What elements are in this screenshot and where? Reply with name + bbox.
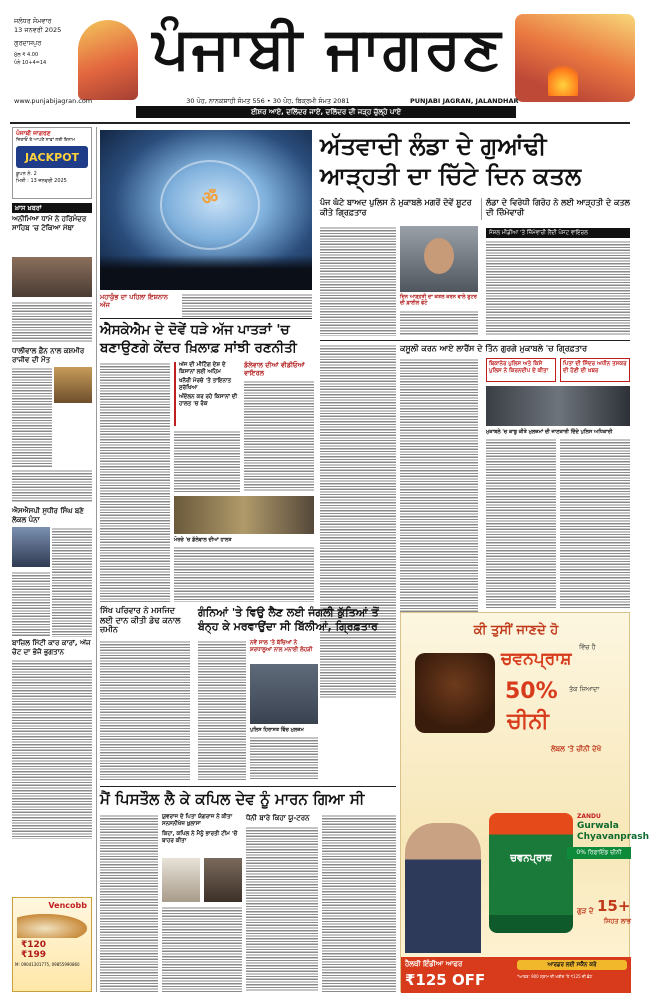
- om-icon: ॐ: [201, 188, 219, 209]
- lead-subhead-left: ਪੰਜ ਘੰਟੇ ਬਾਅਦ ਪੁਲਿਸ ਨੇ ਮੁਕਾਬਲੇ ਮਗਰੋਂ ਦੋਵੇਂ ਸ਼ੂਟਰ ਕੀਤੇ ਗ੍ਰਿਫ਼ਤਾਰ: [320, 198, 472, 217]
- ad-order-button-label: ਆਰਡਰ ਲਈ ਸਕੈਨ ਕਰੋ: [547, 962, 597, 968]
- ad-benefits-text: ਸਿਹਤ ਲਾਭ: [603, 917, 631, 925]
- story3-sidebar-head: ਸਿੱਖ ਪਰਿਵਾਰ ਨੇ ਮਸਜਿਦ ਲਈ ਦਾਨ ਕੀਤੀ ਡੇਢ ਕਨਾਲ ਜ਼ਮੀਨ: [100, 606, 181, 634]
- ad-offer-label: ਹੈਲਥੀ ਇੰਡੀਆ ਆਫਰ: [405, 960, 463, 968]
- price: ਮੁੱਲ ₹ 4.00: [14, 52, 39, 58]
- box-a: [486, 358, 556, 382]
- kapil-photo: [204, 858, 242, 902]
- story2-bullet-2: ਖਨੌਰੀ ਮੋਰਚੇ 'ਤੇ ਤਾਇਨਾਤ ਸੁਰੱਖਿਆ: [179, 378, 232, 391]
- jackpot-box[interactable]: [12, 127, 92, 199]
- left-column: [12, 127, 92, 992]
- story4-body-col2: [162, 906, 242, 992]
- vencobb-phone: M: 09041301775, 09855990860: [15, 962, 80, 967]
- suspect-portrait: [400, 226, 478, 292]
- lead-headline-line2: ਆੜ੍ਹਤੀ ਦਾ ਚਿੱਟੇ ਦਿਨ ਕਤਲ: [320, 162, 582, 190]
- jackpot-badge: [16, 146, 88, 168]
- lead-body-col6: [486, 438, 556, 608]
- edition-city: ਗੁਰਦਾਸਪੁਰ: [14, 39, 42, 47]
- lead-body-col7: [560, 438, 630, 608]
- story4-bullets: [162, 814, 242, 854]
- masthead-title: ਪੰਜਾਬੀ ਜਾਗਰਣ: [152, 14, 503, 82]
- lead-subhead-divider: [481, 198, 482, 220]
- story4-bullet-2: ਕਿਹਾ, ਕਪਿਲ ਨੇ ਮੈਨੂੰ ਭਾਰਤੀ ਟੀਮ 'ਚੋਂ ਬਾਹਰ ਕੀਤਾ: [162, 831, 238, 844]
- story2-bullet-1: ਅੱਜ ਦੀ ਮੀਟਿੰਗ ਦੇਸ਼ ਦੇ ਕਿਸਾਨਾਂ ਲਈ ਅਹਿਮ: [179, 362, 226, 375]
- story2-headline-1: ਐਸਕੇਐਮ ਦੇ ਦੋਵੇਂ ਧੜੇ ਅੱਜ ਪਾਤੜਾਂ 'ਚ: [100, 322, 290, 338]
- brief3-title: ਐਸਐਸਪੀ ਸੁਧੀਰ ਸਿੰਘ ਬਣੇ ਲੋਕਲ ਪੰਨਾ: [12, 507, 84, 524]
- ad-jar-label: ਚਵਨਪ੍ਰਾਸ਼: [510, 853, 552, 864]
- arrest-photo-caption: ਮੁਕਾਬਲੇ 'ਚ ਕਾਬੂ ਕੀਤੇ ਮੁਲਜ਼ਮਾਂ ਦੀ ਜਾਣਕਾਰੀ ਦਿੰਦੇ ਪੁਲਿਸ ਅਧਿਕਾਰੀ: [486, 429, 613, 435]
- lead-tag-right-text: ਸੋਸ਼ਲ ਮੀਡੀਆ 'ਤੇ ਜ਼ਿੰਮੇਵਾਰੀ ਲੈਂਦੀ ਪੋਸਟ ਵਾਇਰਲ: [489, 230, 588, 236]
- story3-inset: ਨਵੇਂ ਸਾਲ 'ਤੇ ਬੱਚਿਆਂ ਨੇ ਸ਼ਰਧਾਲੂਆਂ ਨਾਲ ਮਨਾਈ ਲੋਹੜੀ: [250, 640, 313, 653]
- story3-sidebar-body: [100, 640, 190, 780]
- story3-headline-2: ਬੰਨ੍ਹ ਕੇ ਮਰਵਾਉਂਦਾ ਸੀ ਬਿੱਲੀਆਂ, ਗ੍ਰਿਫ਼ਤਾਰ: [198, 620, 378, 633]
- brief1-title: ਅਨੀਮਿਆ ਧਾਮੇ ਨੇ ਹਰਿਮੰਦਰ ਸਾਹਿਬ 'ਚ ਟੇਕਿਆ ਮੱਥਾ: [12, 215, 87, 232]
- ad-jaggery: ਗੁੜ ਦੇ: [577, 907, 594, 915]
- chicken-icon: [17, 914, 87, 938]
- lead-photo-caption: ਮਹਾਕੁੰਭ ਦਾ ਪਹਿਲਾ ਇਸ਼ਨਾਨ ਅੱਜ: [100, 293, 168, 309]
- story3-photo-caption: ਪੁਲਿਸ ਹਿਰਾਸਤ ਵਿੱਚ ਮੁਲਜ਼ਮ: [250, 727, 304, 733]
- date-line: 30 ਪੋਹ, ਨਾਨਕਸ਼ਾਹੀ ਸੰਮਤ 556 • 30 ਪੋਹ, ਬਿਕ੍ਰਮੀ ਸੰਮਤ 2081: [186, 97, 350, 105]
- motto-bar: [136, 106, 516, 118]
- ad-percent: 50%: [505, 679, 558, 704]
- ad-jar-left: [415, 653, 495, 733]
- story4-col-head: ਧੋਨੀ ਬਾਰੇ ਕਿਹਾ ਯੂ-ਟਰਨ: [246, 814, 310, 822]
- jackpot-subtitle: ਜਿਤਾਓਂ ਤੇ ਆਪਣੇ ਨਾਵਾਂ ਲਈ ਇਨਾਮ: [16, 138, 75, 143]
- brief4-body: [12, 659, 92, 839]
- brief3-body-cont: [12, 571, 50, 637]
- lead-rule: [320, 340, 630, 341]
- brief4-title: ਬਾਜ਼ਿਲ ਮਿੱਟੀ ਕਾਰ ਕਾਰਾਂ, ਅੱਜ ਚੋਟ ਦਾ ਭੇਜੋ ਭੁਗਤਾਨ: [12, 639, 91, 656]
- ad-order-button[interactable]: [517, 960, 627, 970]
- lead-body-col3: [486, 240, 630, 336]
- ad-jar-right: [489, 813, 573, 933]
- ad-sugar: ਚੀਨੀ: [507, 709, 549, 734]
- section-label: [12, 203, 92, 213]
- ad-zero-sugar: [567, 847, 631, 859]
- story2-bullets: [174, 362, 240, 426]
- story4-body-col4: [322, 814, 396, 992]
- vencobb-logo: Vencobb: [48, 901, 87, 910]
- story2-body-col3: [174, 546, 314, 602]
- price-two: ₹199: [21, 950, 47, 960]
- brief3-photo: [12, 527, 50, 567]
- lead-body-col4: [320, 344, 396, 698]
- coupon-date: ਮਿਤੀ : 13 ਜਨਵਰੀ 2025: [16, 178, 67, 184]
- lead-tag-right: [486, 228, 630, 238]
- story2-body-col2: [174, 430, 240, 492]
- lead-headline-line1: ਅੱਤਵਾਦੀ ਲੰਡਾ ਦੇ ਗੁਆਂਢੀ: [320, 132, 547, 160]
- story4-body-col1: [100, 814, 158, 992]
- bonfire-icon: [548, 60, 578, 96]
- lead-subhead2: ਕਸੂਲੀ ਕਰਨ ਆਏ ਲਾਰੈਂਸ ਦੇ ਤਿੰਨ ਗੁਰਗੇ ਮੁਕਾਬਲੇ 'ਚ ਗ੍ਰਿਫ਼ਤਾਰ: [400, 344, 588, 353]
- yograj-photo: [162, 858, 200, 902]
- story4-body-col3: [246, 826, 318, 992]
- box-a-text: ਬਿਕਾਨੇਰ ਪੁਲਿਸ ਅਤੇ ਕਿਸੇ ਪੁਲਿਸ ਨੇ ਕਿਰਨਦੀਪ ਦੇ ਕੀਤਾ: [489, 361, 549, 374]
- portrait-face-icon: [424, 238, 454, 274]
- ad-fine-print: *ਆਫਰ: 900 ਗ੍ਰਾਮ ਦੀ ਖਰੀਦ 'ਤੇ ₹125 ਦੀ ਛੋਟ: [517, 974, 593, 979]
- ad-model-photo: [405, 823, 481, 953]
- story3-photo: [250, 664, 318, 724]
- brief3-body: [52, 527, 92, 637]
- brief1-body: [12, 301, 92, 343]
- story4-bullet-1: ਯੁਵਰਾਜ ਦੇ ਪਿਤਾ ਯੋਗਰਾਜ ਨੇ ਕੀਤਾ ਸਨਸਨੀਖੇਜ਼ ਖ਼ੁਲਾਸਾ: [162, 814, 233, 827]
- lead-subhead-right: ਲੰਡਾ ਦੇ ਵਿਰੋਧੀ ਗਿਰੋਹ ਨੇ ਲਈ ਆੜ੍ਹਤੀ ਦੇ ਕਤਲ ਦੀ ਜ਼ਿੰਮੇਵਾਰੀ: [486, 198, 630, 217]
- story3-body-col2: [250, 736, 318, 780]
- ad-label-note: ਲੇਬਲ 'ਤੇ ਚੀਨੀ ਦੇਖੋ: [551, 745, 602, 753]
- story2-inset-body: [244, 380, 314, 492]
- ad-product-name: ਚਵਨਪ੍ਰਾਸ਼: [501, 649, 572, 669]
- edition-day: ਜਲੰਧਰ ਸੋਮਵਾਰ: [14, 17, 52, 25]
- box-b: [560, 358, 630, 382]
- portrait-caption: ਦਿਨ ਆੜ੍ਹਤੀ ਦਾ ਕਤਲ ਕਰਨ ਵਾਲੇ ਸ਼ੂਟਰ ਦੀ ਫ਼ਾਈਲ ਫੋਟੋ: [400, 294, 477, 306]
- jackpot-word: JACKPOT: [24, 151, 80, 164]
- ad-brand-product: Gurwala Chyavanprash: [577, 821, 649, 842]
- festival-art-left: [78, 20, 138, 100]
- lead-body-col1: [320, 226, 396, 336]
- ad-question: ਕੀ ਤੁਸੀਂ ਜਾਣਦੇ ਹੋ: [473, 623, 559, 638]
- vencobb-ad[interactable]: [12, 897, 92, 992]
- ad-zero-sugar-text: 0% ਰਿਫਾਇੰਡ ਚੀਨੀ: [576, 849, 622, 856]
- ad-extra: ਤੱਕ ਜ਼ਿਆਦਾ: [569, 685, 600, 693]
- story2-photo: [174, 496, 314, 534]
- website[interactable]: www.punjabijagran.com: [14, 97, 93, 105]
- story2-rule: [100, 318, 312, 319]
- story2-photo-caption: ਮੋਰਚੇ 'ਚ ਡੱਲੇਵਾਲ ਦੀਆਂ ਹਾਲਤ: [174, 537, 232, 543]
- page-count: ਪੰਨੇ 10+4=14: [14, 60, 47, 66]
- column-rule-left: [96, 127, 97, 992]
- mahakumbh-photo: [100, 130, 312, 290]
- story4-rule: [100, 786, 396, 787]
- chyavanprash-ad[interactable]: [400, 612, 649, 992]
- story4-headline: ਮੈਂ ਪਿਸਤੌਲ ਲੈ ਕੇ ਕਪਿਲ ਦੇਵ ਨੂੰ ਮਾਰਨ ਗਿਆ ਸੀ: [100, 790, 365, 808]
- brief2-body-cont: [12, 469, 92, 503]
- motto-text: ਈਸ਼ਰ ਆਏ, ਦਲਿੱਦਰ ਜਾਏ, ਦਲਿੱਦਰ ਦੀ ਜੜ੍ਹ ਚੁੱਲ੍ਹੇ ਪਾਏ: [250, 108, 402, 116]
- brief2-photo: [54, 367, 92, 403]
- story2-body-col1: [100, 362, 170, 602]
- section-label-text: ਖ਼ਾਸ ਖ਼ਬਰਾਂ: [15, 204, 42, 212]
- price-one: ₹120: [21, 940, 47, 950]
- crowd-silhouette: [100, 255, 312, 290]
- ad-offer-bar[interactable]: [401, 957, 631, 993]
- lead-photo-caption-body: [182, 293, 312, 317]
- box-b-text: ਪਿਤਾ ਦੀ ਸਿੰਦਰ ਅਧੀਨ ਤਸਕਰ ਦੀ ਹੋਣੀ ਦੀ ਖ਼ਬਰ: [563, 361, 627, 374]
- story2-headline-2: ਬਣਾਉਣਗੇ ਕੇਂਦਰ ਖ਼ਿਲਾਫ਼ ਸਾਂਝੀ ਰਣਨੀਤੀ: [100, 340, 297, 356]
- jackpot-brand: ਪੰਜਾਬੀ ਜਾਗਰਣ: [16, 130, 51, 137]
- ad-offer-value: ₹125 OFF: [405, 971, 486, 989]
- edition-date: 13 ਜਨਵਰੀ 2025: [14, 26, 62, 34]
- brief2-title: ਧਾਲੀਵਾਲ ਫ਼ੈਨ ਨਾਲ ਕਸ਼ਮੀਰ ਰਾਜੀਵ ਦੀ ਮੌਤ: [12, 347, 85, 364]
- arrest-photo: [486, 386, 630, 426]
- brief1-photo: [12, 257, 92, 297]
- story3-body-col1: [198, 640, 246, 780]
- story2-bullet-3: ਅੰਦੋਲਨ ਕਰ ਰਹੇ ਕਿਸਾਨਾਂ ਦੀ ਹਾਲਤ 'ਚ ਰੋਕ: [179, 394, 238, 407]
- ad-brand: ZANDU: [577, 813, 601, 820]
- lead-body-col2: [400, 310, 478, 336]
- ad-benefits: 15+: [597, 897, 631, 915]
- masthead: [0, 0, 640, 118]
- ad-in-word: ਵਿੱਚ ਹੈ: [579, 643, 596, 651]
- coupon-number: ਕੂਪਨ ਨੰ. 2: [16, 171, 37, 177]
- story3-headline-1: ਗੰਨਿਆਂ 'ਤੇ ਵਿਉ ਲੈਣ ਲਈ ਜੰਗਲੀ ਕੁੱਤਿਆਂ ਤੋਂ: [198, 606, 379, 619]
- brand-english: PUNJABI JAGRAN, JALANDHAR: [410, 97, 519, 105]
- story2-inset-head: ਡੱਲੇਵਾਲ ਦੀਆਂ ਵੀਡੀਓਆਂ ਵਾਇਰਲ: [244, 361, 305, 377]
- masthead-rule: [10, 122, 630, 124]
- brief2-body: [12, 367, 52, 467]
